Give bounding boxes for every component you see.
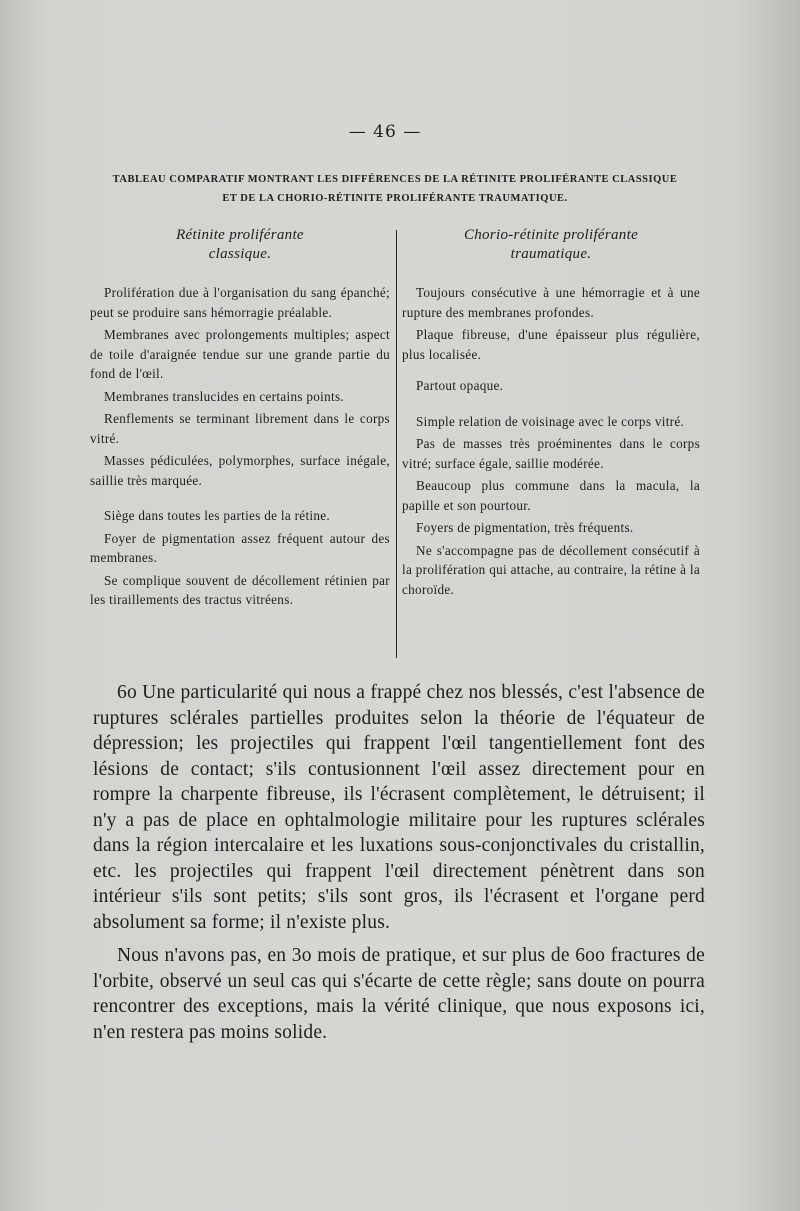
column-header-left-line-1: Rétinite proliférante: [176, 227, 304, 243]
table-column-classique: [90, 226, 390, 613]
table-row-right: Pas de masses très proéminentes dans le corps vitré; surface égale, saillie modérée.: [402, 436, 700, 471]
table-row-left: Siège dans toutes les parties de la rétine.: [104, 508, 331, 523]
table-row-left: Renflements se terminant librement dans le corps vitré.: [90, 411, 390, 446]
table-row-right: Beaucoup plus commune dans la macula, la papille et son pourtour.: [402, 478, 700, 513]
table-row-right: Toujours consécutive à une hémorragie et à une rupture des membranes profondes.: [402, 285, 700, 320]
table-row-left: Membranes avec prolongements multiples; aspect de toile d'araignée tendue sur une grande partie du fond de l'œil.: [90, 327, 390, 381]
table-caption-line-2: ET DE LA CHORIO-RÉTINITE PROLIFÉRANTE TRAUMATIQUE.: [222, 193, 568, 204]
table-row-right: Plaque fibreuse, d'une épaisseur plus régulière, plus localisée.: [402, 327, 700, 362]
table-row-left: Foyer de pigmentation assez fréquent autour des membranes.: [90, 530, 390, 565]
table-row-left: Prolifération due à l'organisation du sang épanché; peut se produire sans hémorragie préalable.: [90, 285, 390, 320]
paragraph-1: 6o Une particularité qui nous a frappé chez nos blessés, c'est l'absence de ruptures sclérales partielles produites selon la théorie de l'équateur de dépression; les projectiles qui frappent l'œil tangentiellement font des lésions de contact; s'ils contusionnent l'œil assez directement pour en rompre la charpente fibreuse, ils l'écrasent complètement, le détruisent; il n'y a pas de place en ophtalmologie militaire pour les ruptures sclérales dans la région intercalaire et les luxations sous-conjonctivales du cristallin, etc. les projectiles qui frappent l'œil directement pénètrent dans son intérieur s'ils sont petits; s'ils sont gros, ils l'écrasent et l'organe perd absolument sa forme; il n'existe plus.: [93, 682, 705, 933]
table-caption: [85, 170, 705, 208]
page-number: — 46 —: [348, 122, 422, 142]
table-column-traumatique: [402, 226, 700, 602]
column-header-right-line-1: Chorio-rétinite proliférante: [463, 227, 639, 243]
table-row-left: Se complique souvent de décollement rétinien par les tiraillements des tractus vitréens.: [90, 572, 390, 607]
table-row-right: Ne s'accompagne pas de décollement consécutif à la prolifération qui attache, au contraire, la rétine à la choroïde.: [402, 542, 700, 597]
column-header-right-line-2: traumatique.: [510, 246, 592, 262]
table-row-left: Membranes translucides en certains points.: [104, 388, 345, 404]
column-header-left-line-2: classique.: [208, 246, 272, 262]
table-row-right: Partout opaque.: [416, 378, 504, 393]
table-row-right: Foyers de pigmentation, très fréquents.: [416, 520, 634, 535]
paragraph-2: Nous n'avons pas, en 3o mois de pratique, et sur plus de 6oo fractures de l'orbite, observé un seul cas qui s'écarte de cette règle; sans doute on pourra rencontrer des exceptions, mais la vérité clinique, que nous exposons ici, n'en restera pas moins solide.: [93, 945, 705, 1043]
column-header-left: [90, 226, 390, 264]
table-row-right: Simple relation de voisinage avec le corps vitré.: [416, 413, 685, 429]
table-row-left: Masses pédiculées, polymorphes, surface inégale, saillie très marquée.: [90, 453, 390, 488]
table-caption-line-1: TABLEAU COMPARATIF MONTRANT LES DIFFÉRENCES DE LA RÉTINITE PROLIFÉRANTE CLASSIQUE: [112, 174, 678, 185]
body-text: [93, 680, 705, 1053]
column-divider: [396, 230, 397, 658]
column-header-right: [402, 226, 700, 264]
